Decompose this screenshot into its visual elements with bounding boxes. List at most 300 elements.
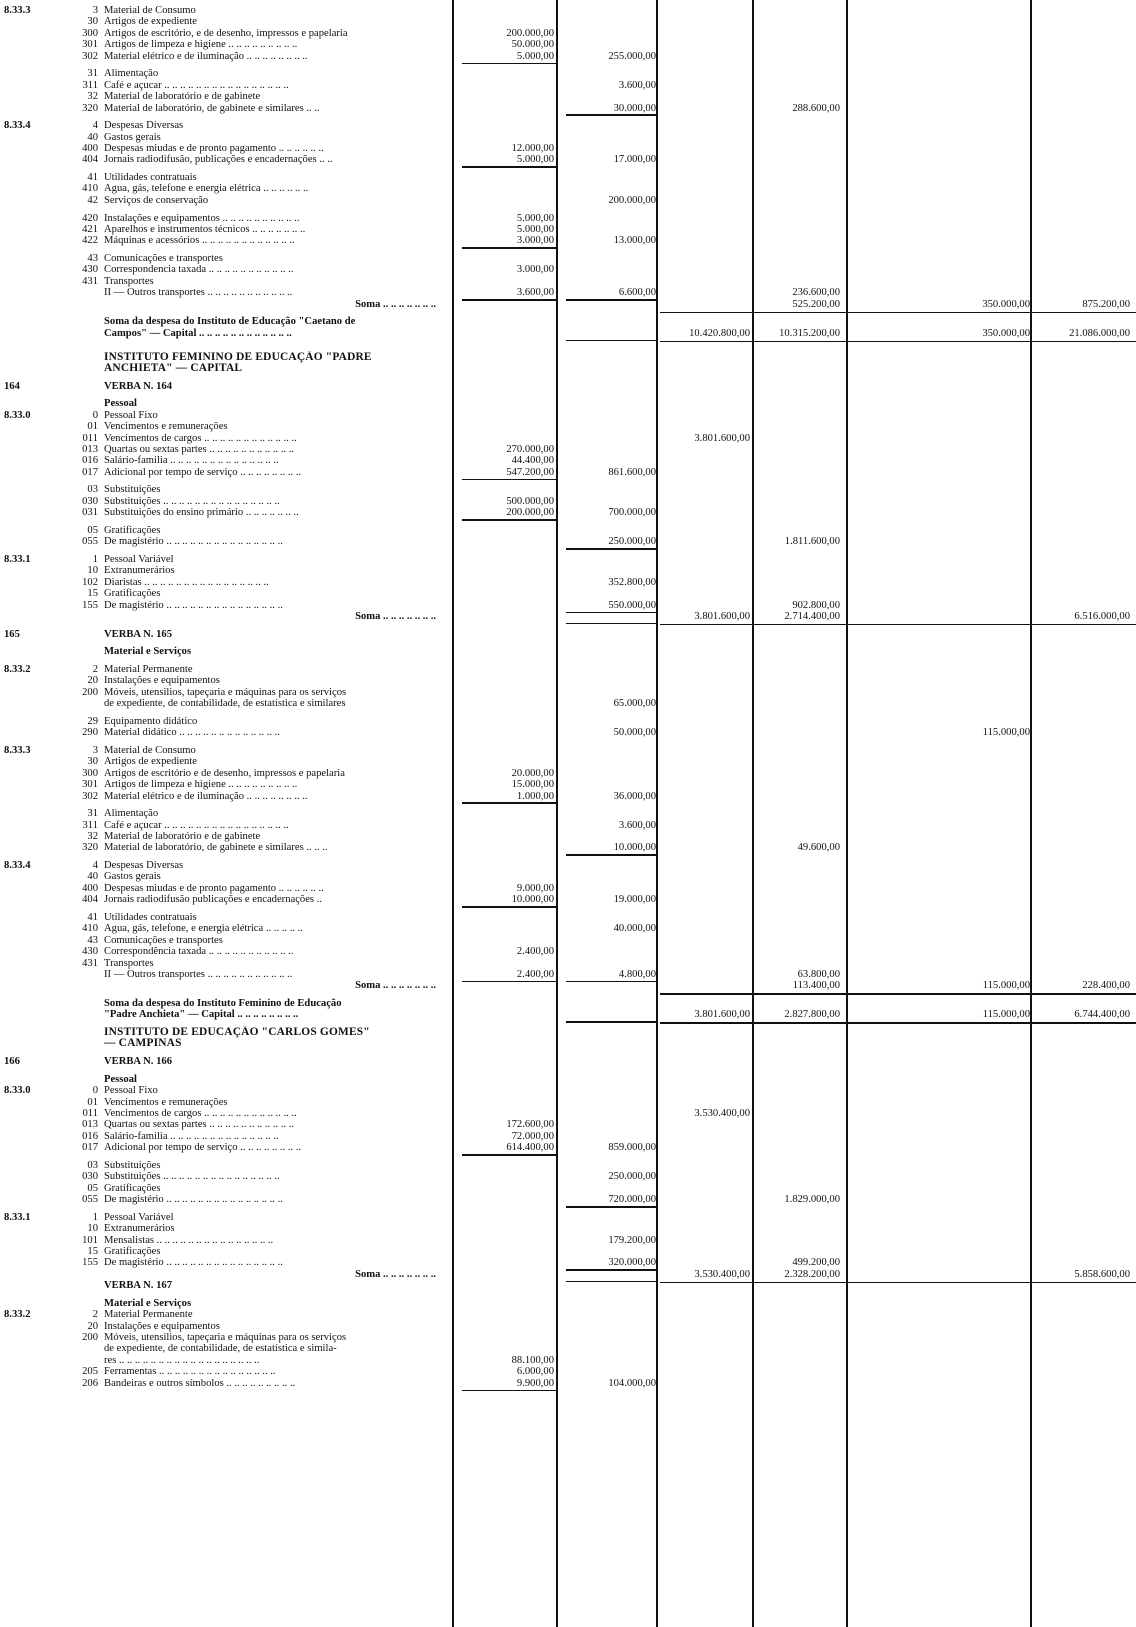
cell-desc: Vencimentos de cargos .. .. .. .. .. .. .. .. .. .. .. .. <box>104 1107 297 1119</box>
cell-n2: 10.000,00 <box>613 842 656 854</box>
cell-sub: 200 <box>82 1332 98 1343</box>
cell-code: 8.33.4 <box>4 860 31 871</box>
cell-n1: 72.000,00 <box>511 1130 554 1142</box>
cell-n6: 21.086.000,00 <box>1069 327 1130 339</box>
cell-desc: Ferramentas .. .. .. .. .. .. .. .. .. .. .. .. .. .. .. <box>104 1366 276 1378</box>
ledger-row <box>0 102 1136 115</box>
cell-n4: 1.811.600,00 <box>784 536 840 548</box>
cell-sub: 101 <box>82 1234 98 1246</box>
cell-n2: 4.800,00 <box>618 968 656 980</box>
cell-n5: 115.000,00 <box>982 980 1030 992</box>
cell-n1: 200.000,00 <box>506 507 554 519</box>
ledger-row <box>0 645 1136 658</box>
cell-n1: 5.000,00 <box>516 50 554 62</box>
cell-n1: 200.000,00 <box>506 27 554 39</box>
cell-desc: Despesas Diversas <box>104 120 184 132</box>
cell-sub: 422 <box>82 235 98 247</box>
cell-n4: 113.400,00 <box>792 980 840 992</box>
cell-sub: 410 <box>82 923 98 935</box>
cell-n4: 499.200,00 <box>792 1257 840 1269</box>
ledger-row <box>0 380 1136 393</box>
ledger-row <box>0 298 1136 311</box>
cell-sub: 016 <box>82 1130 98 1142</box>
subtotal-rule <box>462 247 556 249</box>
cell-desc: Utilidades contratuais <box>104 172 197 183</box>
cell-desc: VERBA N. 166 <box>104 1056 172 1068</box>
cell-sub: 320 <box>82 842 98 854</box>
cell-desc: Comunicações e transportes <box>104 934 223 946</box>
cell-desc: Comunicações e transportes <box>104 253 223 264</box>
cell-desc: Material elétrico e de iluminação .. .. .. .. .. .. .. .. <box>104 790 308 802</box>
cell-sub: 400 <box>82 142 98 154</box>
cell-desc: Pessoal <box>104 398 137 410</box>
cell-sub: 431 <box>82 957 98 969</box>
ledger-row <box>0 979 1136 992</box>
subtotal-rule <box>462 906 556 908</box>
cell-code: 165 <box>4 628 20 640</box>
cell-sub: 3 <box>92 5 98 16</box>
cell-n4: 1.829.000,00 <box>784 1194 840 1205</box>
cell-sub: 10 <box>87 1223 98 1235</box>
cell-n1: 50.000,00 <box>511 39 554 51</box>
cell-desc: Instalações e equipamentos <box>104 1320 220 1332</box>
cell-sub: 301 <box>82 39 98 51</box>
cell-sub: 311 <box>82 79 98 91</box>
cell-sub: 31 <box>87 68 98 80</box>
cell-n6: 875.200,00 <box>1082 298 1130 310</box>
cell-desc: Substituições <box>104 1159 161 1171</box>
cell-desc: Salário-familia .. .. .. .. .. .. .. .. .. .. .. .. .. .. <box>104 455 279 467</box>
cell-sub: 4 <box>92 860 98 871</box>
cell-desc: Material e Serviços <box>104 1297 192 1309</box>
cell-sub: 30 <box>87 756 98 768</box>
cell-n3: 3.801.600,00 <box>694 610 750 622</box>
cell-n5: 350.000,00 <box>982 327 1030 339</box>
cell-sub: 155 <box>82 599 98 611</box>
subtotal-rule <box>566 1021 658 1023</box>
cell-code: 8.33.2 <box>4 663 31 675</box>
cell-code: 166 <box>4 1056 20 1068</box>
cell-sub: 01 <box>87 1096 98 1108</box>
cell-sub: 017 <box>82 1142 98 1154</box>
cell-desc: Despesas miudas e de pronto pagamento .. .. .. .. .. .. <box>104 882 324 894</box>
cell-sub: 32 <box>87 91 98 103</box>
cell-n4: 2.328.200,00 <box>784 1268 840 1280</box>
cell-n2: 104.000,00 <box>608 1377 656 1389</box>
cell-sub: 300 <box>82 27 98 39</box>
cell-n1: 547.200,00 <box>506 466 554 478</box>
cell-n1: 2.400,00 <box>516 946 554 958</box>
cell-sub: 43 <box>87 253 98 264</box>
cell-desc: Alimentação <box>104 808 159 820</box>
cell-sub: 011 <box>82 432 98 444</box>
cell-n1: 88.100,00 <box>511 1354 554 1366</box>
ledger-row <box>0 1377 1136 1390</box>
cell-sub: 205 <box>82 1366 98 1378</box>
ledger-row <box>0 628 1136 641</box>
cell-desc: de expediente, de contabilidade, de estatística e similares <box>104 698 346 710</box>
cell-desc: de expediente, de contabilidade, de estatística e simila- <box>104 1343 337 1355</box>
cell-desc: Soma .. .. .. .. .. .. .. <box>355 610 436 622</box>
cell-n2: 320.000,00 <box>608 1257 656 1269</box>
cell-desc: Salário-familia .. .. .. .. .. .. .. .. .. .. .. .. .. .. <box>104 1130 279 1142</box>
cell-sub: 013 <box>82 1119 98 1131</box>
cell-n1: 5.000,00 <box>516 154 554 166</box>
cell-n6: 5.858.600,00 <box>1074 1268 1130 1280</box>
cell-desc: Instalações e equipamentos .. .. .. .. .. .. .. .. .. .. <box>104 212 300 224</box>
cell-n4: 2.714.400,00 <box>784 610 840 622</box>
cell-n2: 3.600,00 <box>618 819 656 831</box>
cell-desc: Equipamento didático <box>104 715 198 727</box>
cell-sub: 030 <box>82 1171 98 1183</box>
cell-n3: 3.530.400,00 <box>694 1107 750 1119</box>
cell-desc: VERBA N. 165 <box>104 628 172 640</box>
cell-desc: INSTITUTO FEMININO DE EDUCAÇÃO "PADRE <box>104 350 372 363</box>
cell-code: 8.33.1 <box>4 553 31 565</box>
cell-desc: Soma .. .. .. .. .. .. .. <box>355 298 436 310</box>
subtotal-rule <box>462 802 556 804</box>
cell-code: 8.33.3 <box>4 744 31 756</box>
ledger-row <box>0 790 1136 803</box>
cell-desc: II — Outros transportes .. .. .. .. .. .. .. .. .. .. .. <box>104 968 293 980</box>
cell-sub: 15 <box>87 1245 98 1257</box>
cell-n2: 6.600,00 <box>618 287 656 299</box>
cell-desc: Material didático .. .. .. .. .. .. .. .. .. .. .. .. .. <box>104 727 280 739</box>
cell-n4: 288.600,00 <box>792 102 840 114</box>
cell-desc: Mensalistas .. .. .. .. .. .. .. .. .. .. .. .. .. .. .. <box>104 1234 274 1246</box>
ledger-row <box>0 1141 1136 1154</box>
cell-desc: Artigos de escritório, e de desenho, impressos e papelaria <box>104 27 348 39</box>
cell-desc: Despesas miudas e de pronto pagamento .. .. .. .. .. .. <box>104 142 324 154</box>
cell-n2: 179.200,00 <box>608 1234 656 1246</box>
cell-sub: 410 <box>82 183 98 195</box>
cell-sub: 3 <box>92 744 98 756</box>
cell-desc: Substituições do ensino primário .. .. .. .. .. .. .. <box>104 507 299 519</box>
cell-sub: 41 <box>87 172 98 183</box>
ledger-row <box>0 234 1136 247</box>
cell-desc: Material Permanente <box>104 663 193 675</box>
cell-n4: 525.200,00 <box>792 298 840 310</box>
cell-n4: 10.315.200,00 <box>779 327 840 339</box>
cell-sub: 20 <box>87 1320 98 1332</box>
subtotal-rule <box>566 340 658 342</box>
cell-desc: Gastos gerais <box>104 871 161 883</box>
cell-desc: Extranumerários <box>104 565 175 577</box>
cell-n2: 861.600,00 <box>608 466 656 478</box>
cell-desc: Substituições .. .. .. .. .. .. .. .. .. .. .. .. .. .. .. <box>104 1171 280 1183</box>
cell-code: 164 <box>4 380 20 392</box>
cell-desc: Artigos de expediente <box>104 16 197 28</box>
ledger-row <box>0 50 1136 63</box>
cell-desc: Vencimentos de cargos .. .. .. .. .. .. .. .. .. .. .. .. <box>104 432 297 444</box>
cell-n2: 250.000,00 <box>608 1171 656 1183</box>
subtotal-rule <box>462 166 556 168</box>
cell-n2: 700.000,00 <box>608 507 656 519</box>
cell-n2: 40.000,00 <box>613 923 656 935</box>
cell-n1: 3.600,00 <box>516 287 554 299</box>
cell-sub: 42 <box>87 194 98 206</box>
cell-sub: 29 <box>87 715 98 727</box>
cell-desc: Extranumerários <box>104 1223 175 1235</box>
cell-sub: 200 <box>82 686 98 698</box>
cell-sub: 320 <box>82 102 98 114</box>
ledger-row <box>0 535 1136 548</box>
cell-desc: Bandeiras e outros símbolos .. .. .. .. .. .. .. .. .. <box>104 1377 296 1389</box>
subtotal-rule <box>566 114 658 116</box>
cell-desc: De magistério .. .. .. .. .. .. .. .. .. .. .. .. .. .. .. <box>104 1194 283 1205</box>
cell-desc: Jornais radiodifusão, publicações e encadernações .. .. <box>104 154 333 166</box>
cell-sub: 10 <box>87 565 98 577</box>
cell-desc: Soma da despesa do Instituto Feminino de Educação <box>104 997 342 1009</box>
cell-desc: Jornais radiodifusão publicações e encadernações .. <box>104 894 322 906</box>
cell-desc: Móveis, utensilios, tapeçaria e máquinas para os serviços <box>104 686 347 698</box>
cell-n4: 2.827.800,00 <box>784 1009 840 1021</box>
cell-code: 8.33.3 <box>4 5 31 16</box>
cell-desc: res .. .. .. .. .. .. .. .. .. .. .. .. .. .. .. .. .. .. <box>104 1354 260 1366</box>
cell-n1: 9.900,00 <box>516 1377 554 1389</box>
cell-desc: Alimentação <box>104 68 159 80</box>
cell-desc: ANCHIETA" — CAPITAL <box>104 362 243 374</box>
cell-sub: 41 <box>87 911 98 923</box>
cell-desc: Utilidades contratuais <box>104 911 197 923</box>
cell-desc: Quartas ou sextas partes .. .. .. .. .. .. .. .. .. .. .. <box>104 443 295 455</box>
cell-n3: 3.801.600,00 <box>694 1009 750 1021</box>
cell-desc: "Padre Anchieta" — Capital .. .. .. .. .. .. .. .. <box>104 1009 299 1021</box>
cell-sub: 31 <box>87 808 98 820</box>
cell-sub: 155 <box>82 1257 98 1269</box>
cell-desc: Material de laboratório, de gabinete e similares .. .. <box>104 102 320 114</box>
total-rule <box>660 993 1136 995</box>
cell-sub: 421 <box>82 223 98 235</box>
cell-desc: Pessoal Variável <box>104 553 174 565</box>
cell-n6: 6.516.000,00 <box>1074 610 1130 622</box>
cell-desc: Artigos de escritório e de desenho, impressos e papelaria <box>104 767 345 779</box>
cell-desc: Aparelhos e instrumentos técnicos .. .. .. .. .. .. .. <box>104 223 306 235</box>
cell-n1: 500.000,00 <box>506 495 554 507</box>
cell-sub: 055 <box>82 536 98 548</box>
ledger-row <box>0 362 1136 375</box>
cell-desc: Gratificações <box>104 1245 161 1257</box>
cell-n1: 10.000,00 <box>511 894 554 906</box>
cell-n3: 10.420.800,00 <box>689 327 750 339</box>
cell-desc: VERBA N. 167 <box>104 1280 172 1292</box>
cell-desc: Artigos de limpeza e higiene .. .. .. .. .. .. .. .. .. <box>104 39 298 51</box>
cell-desc: Substituições <box>104 484 161 496</box>
cell-sub: 311 <box>82 819 98 831</box>
cell-n3: 3.530.400,00 <box>694 1268 750 1280</box>
cell-n1: 5.000,00 <box>516 212 554 224</box>
total-rule <box>660 341 1136 343</box>
ledger-row <box>0 697 1136 710</box>
cell-desc: Adicional por tempo de serviço .. .. .. .. .. .. .. .. <box>104 466 302 478</box>
ledger-row <box>0 1193 1136 1206</box>
cell-desc: Material e Serviços <box>104 646 192 658</box>
cell-sub: 030 <box>82 495 98 507</box>
subtotal-rule <box>566 548 658 550</box>
cell-desc: INSTITUTO DE EDUCAÇÃO "CARLOS GOMES" <box>104 1026 370 1038</box>
total-rule <box>660 624 1136 626</box>
cell-n6: 6.744.400,00 <box>1074 1009 1130 1021</box>
cell-sub: 20 <box>87 675 98 687</box>
cell-desc: Adicional por tempo de serviço .. .. .. .. .. .. .. .. <box>104 1142 302 1154</box>
cell-n2: 550.000,00 <box>608 599 656 611</box>
cell-desc: Correspondencia taxada .. .. .. .. .. .. .. .. .. .. .. <box>104 264 294 276</box>
cell-desc: Pessoal Variável <box>104 1211 174 1223</box>
cell-sub: 03 <box>87 1159 98 1171</box>
cell-n1: 270.000,00 <box>506 443 554 455</box>
cell-desc: Quartas ou sextas partes .. .. .. .. .. .. .. .. .. .. .. <box>104 1119 295 1131</box>
cell-sub: 2 <box>92 663 98 675</box>
cell-sub: 4 <box>92 120 98 132</box>
cell-sub: 013 <box>82 443 98 455</box>
cell-n1: 12.000,00 <box>511 142 554 154</box>
cell-n1: 5.000,00 <box>516 223 554 235</box>
cell-n2: 65.000,00 <box>613 698 656 710</box>
cell-desc: Artigos de expediente <box>104 756 197 768</box>
cell-n2: 3.600,00 <box>618 79 656 91</box>
cell-desc: Vencimentos e remunerações <box>104 421 228 433</box>
cell-desc: II — Outros transportes .. .. .. .. .. .. .. .. .. .. .. <box>104 287 293 299</box>
cell-n1: 1.000,00 <box>516 790 554 802</box>
subtotal-rule <box>462 519 556 521</box>
ledger-row <box>0 1055 1136 1068</box>
cell-n2: 50.000,00 <box>613 727 656 739</box>
cell-sub: 404 <box>82 154 98 166</box>
subtotal-rule <box>462 1154 556 1156</box>
cell-n2: 17.000,00 <box>613 154 656 166</box>
cell-desc: Agua, gás, telefone, e energia elétrica .. .. .. .. .. <box>104 923 303 935</box>
cell-desc: Diaristas .. .. .. .. .. .. .. .. .. .. .. .. .. .. .. .. <box>104 576 269 588</box>
cell-n1: 44.400,00 <box>511 455 554 467</box>
cell-desc: Café e açucar .. .. .. .. .. .. .. .. .. .. .. .. .. .. .. .. <box>104 819 289 831</box>
cell-desc: Material Permanente <box>104 1309 193 1321</box>
cell-n2: 13.000,00 <box>613 235 656 247</box>
cell-desc: Soma da despesa do Instituto de Educação "Caetano de <box>104 316 356 328</box>
cell-desc: Transportes <box>104 957 154 969</box>
cell-sub: 011 <box>82 1107 98 1119</box>
cell-desc: Material elétrico e de iluminação .. .. .. .. .. .. .. .. <box>104 50 308 62</box>
cell-n1: 15.000,00 <box>511 779 554 791</box>
cell-n1: 9.000,00 <box>516 882 554 894</box>
cell-n1: 3.000,00 <box>516 235 554 247</box>
ledger-row <box>0 506 1136 519</box>
cell-n3: 3.801.600,00 <box>694 432 750 444</box>
cell-sub: 2 <box>92 1309 98 1321</box>
cell-n2: 859.000,00 <box>608 1142 656 1154</box>
cell-desc: Serviços de conservação <box>104 194 209 206</box>
cell-desc: Soma .. .. .. .. .. .. .. <box>355 980 436 992</box>
cell-desc: De magistério .. .. .. .. .. .. .. .. .. .. .. .. .. .. .. <box>104 536 283 548</box>
cell-sub: 102 <box>82 576 98 588</box>
cell-sub: 01 <box>87 421 98 433</box>
cell-sub: 30 <box>87 16 98 28</box>
cell-desc: Pessoal Fixo <box>104 1085 158 1097</box>
cell-desc: Material de Consumo <box>104 5 196 16</box>
cell-desc: Material de laboratório e de gabinete <box>104 830 261 842</box>
subtotal-rule <box>566 623 658 625</box>
cell-n5: 115.000,00 <box>982 727 1030 739</box>
cell-n2: 720.000,00 <box>608 1194 656 1205</box>
ledger-row <box>0 893 1136 906</box>
subtotal-rule <box>462 1390 556 1392</box>
cell-sub: 05 <box>87 1182 98 1194</box>
cell-n2: 30.000,00 <box>613 102 656 114</box>
cell-sub: 43 <box>87 934 98 946</box>
cell-sub: 03 <box>87 484 98 496</box>
cell-sub: 40 <box>87 871 98 883</box>
ledger-row <box>0 327 1136 340</box>
cell-code: 8.33.2 <box>4 1309 31 1321</box>
cell-n5: 115.000,00 <box>982 1009 1030 1021</box>
cell-sub: 400 <box>82 882 98 894</box>
cell-n1: 6.000,00 <box>516 1366 554 1378</box>
ledger-row <box>0 153 1136 166</box>
ledger-row <box>0 1279 1136 1292</box>
total-rule <box>660 1022 1136 1024</box>
cell-desc: Pessoal <box>104 1073 137 1085</box>
cell-desc: Despesas Diversas <box>104 860 184 871</box>
cell-n1: 20.000,00 <box>511 767 554 779</box>
cell-sub: 300 <box>82 767 98 779</box>
cell-desc: — CAMPINAS <box>104 1037 182 1050</box>
cell-n2: 19.000,00 <box>613 894 656 906</box>
cell-sub: 1 <box>92 553 98 565</box>
ledger-row <box>0 726 1136 739</box>
cell-sub: 0 <box>92 409 98 421</box>
cell-desc: Transportes <box>104 275 154 287</box>
cell-desc: Gratificações <box>104 524 161 536</box>
cell-n2: 352.800,00 <box>608 576 656 588</box>
cell-desc: Gratificações <box>104 588 161 600</box>
cell-n5: 350.000,00 <box>982 298 1030 310</box>
cell-desc: Gastos gerais <box>104 131 161 143</box>
subtotal-rule <box>566 854 658 856</box>
cell-desc: VERBA N. 164 <box>104 380 172 392</box>
cell-desc: Material de laboratório e de gabinete <box>104 91 261 103</box>
cell-n2: 250.000,00 <box>608 536 656 548</box>
cell-desc: De magistério .. .. .. .. .. .. .. .. .. .. .. .. .. .. .. <box>104 1257 283 1269</box>
cell-code: 8.33.1 <box>4 1211 31 1223</box>
cell-desc: Vencimentos e remunerações <box>104 1096 228 1108</box>
cell-n2: 36.000,00 <box>613 790 656 802</box>
cell-sub: 15 <box>87 588 98 600</box>
cell-desc: Máquinas e acessórios .. .. .. .. .. .. .. .. .. .. .. .. <box>104 235 295 247</box>
ledger-row <box>0 841 1136 854</box>
cell-sub: 05 <box>87 524 98 536</box>
cell-n4: 902.800,00 <box>792 599 840 611</box>
cell-desc: Café e açucar .. .. .. .. .. .. .. .. .. .. .. .. .. .. .. .. <box>104 79 289 91</box>
cell-code: 8.33.0 <box>4 409 31 421</box>
subtotal-rule <box>566 1206 658 1208</box>
cell-sub: 404 <box>82 894 98 906</box>
cell-desc: Móveis, utensilios, tapeçaria e máquinas para os serviços <box>104 1332 347 1343</box>
cell-desc: Material de laboratório, de gabinete e similares .. .. .. <box>104 842 328 854</box>
ledger-row <box>0 1008 1136 1021</box>
cell-sub: 1 <box>92 1211 98 1223</box>
cell-sub: 206 <box>82 1377 98 1389</box>
cell-sub: 302 <box>82 790 98 802</box>
ledger-row <box>0 1037 1136 1050</box>
cell-desc: Soma .. .. .. .. .. .. .. <box>355 1268 436 1280</box>
cell-sub: 055 <box>82 1194 98 1205</box>
cell-code: 8.33.4 <box>4 120 31 132</box>
cell-sub: 017 <box>82 466 98 478</box>
cell-desc: De magistério .. .. .. .. .. .. .. .. .. .. .. .. .. .. .. <box>104 599 283 611</box>
cell-sub: 430 <box>82 264 98 276</box>
cell-sub: 420 <box>82 212 98 224</box>
cell-desc: Instalações e equipamentos <box>104 675 220 687</box>
cell-n1: 3.000,00 <box>516 264 554 276</box>
